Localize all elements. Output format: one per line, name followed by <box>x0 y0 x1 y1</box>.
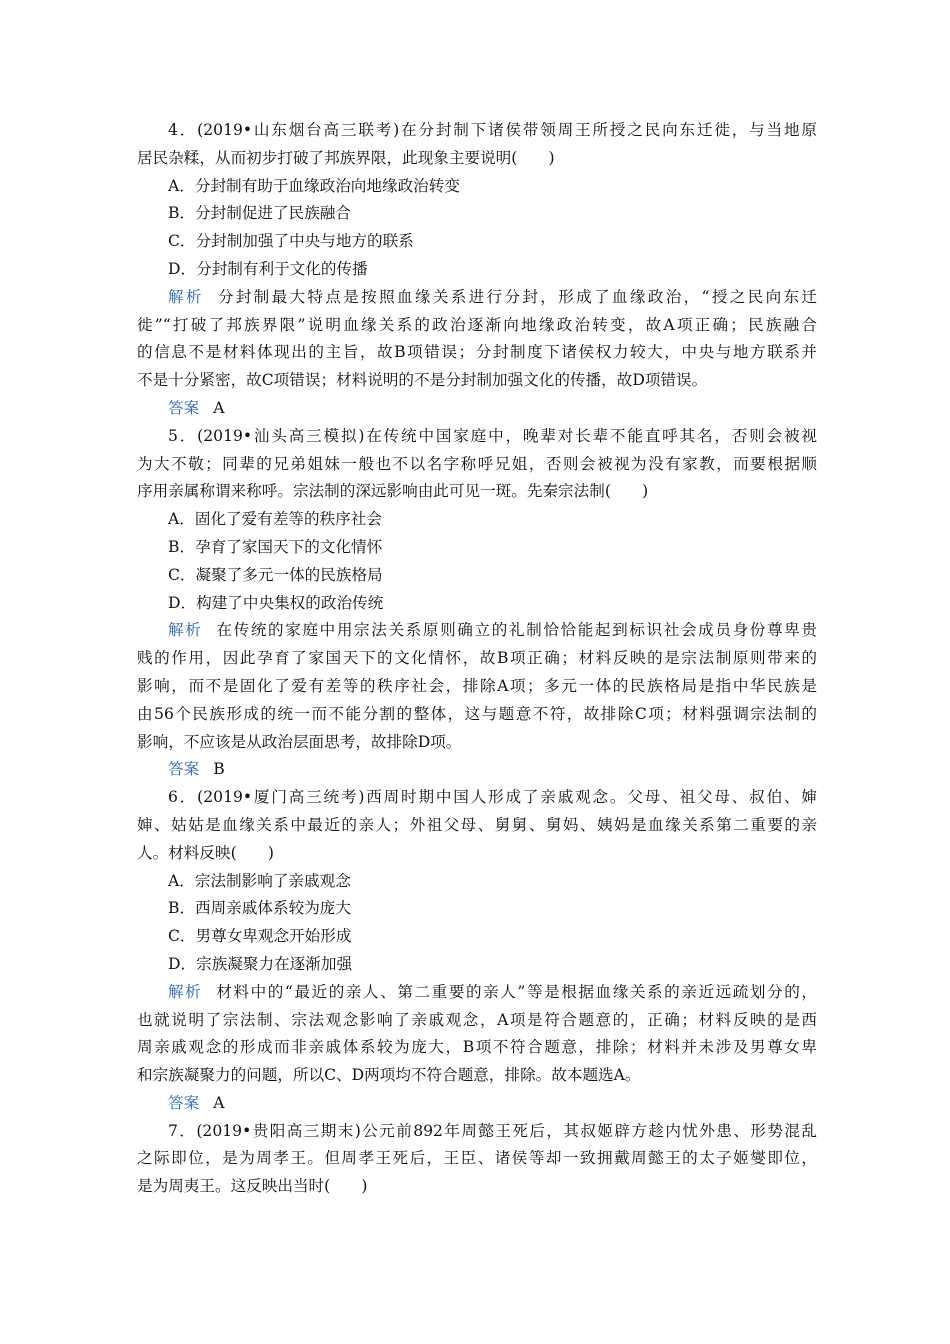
analysis-line: 周亲戚观念的形成而非亲戚体系较为庞大，B项不符合题意，排除；材料并未涉及男尊女卑 <box>137 1038 817 1057</box>
analysis-line: 不是十分紧密，故C项错误；材料说明的不是分封制加强文化的传播，故D项错误。 <box>137 371 708 390</box>
question-stem-line: 婶、姑姑是血缘关系中最近的亲人；外祖父母、舅舅、舅妈、姨妈是血缘关系第二重要的亲 <box>137 815 817 834</box>
question-stem-line: 序用亲属称谓来称呼。宗法制的深远影响由此可见一斑。先秦宗法制( ) <box>137 482 649 501</box>
option-a: A．固化了爱有差等的秩序社会 <box>168 510 382 529</box>
analysis-line: 贱的作用，因此孕育了家国天下的文化情怀，故B项正确；材料反映的是宗法制原则带来的 <box>137 649 817 668</box>
option-b: B．分封制促进了民族融合 <box>168 204 351 223</box>
answer-value: A <box>213 398 225 417</box>
option-c: C．男尊女卑观念开始形成 <box>168 927 352 946</box>
answer-value: A <box>213 1093 225 1112</box>
question-stem-line: 5．(2019•汕头高三模拟)在传统中国家庭中，晚辈对长辈不能直呼其名，否则会被视 <box>168 426 817 445</box>
option-b: B．西周亲戚体系较为庞大 <box>168 899 351 918</box>
option-c: C．分封制加强了中央与地方的联系 <box>168 232 414 251</box>
document-page <box>137 117 817 1201</box>
analysis-line <box>137 979 817 1007</box>
question-stem-line: 之际即位，是为周孝王。但周孝王死后，王臣、诸侯等却一致拥戴周懿王的太子姬燮即位， <box>137 1149 817 1168</box>
analysis-line: 和宗族凝聚力的问题，所以C、D两项均不符合题意，排除。故本题选A。 <box>137 1066 641 1085</box>
analysis-line: 徙”“打破了邦族界限”说明血缘关系的政治逐渐向地缘政治转变，故A项正确；民族融合 <box>137 315 817 334</box>
question-stem-line: 人。材料反映( ) <box>137 843 274 862</box>
question-stem-line: 4．(2019•山东烟台高三联考)在分封制下诸侯带领周王所授之民向东迁徙，与当地原 <box>168 121 817 139</box>
answer-label: 答案 <box>168 760 200 779</box>
analysis-label: 解析 <box>168 287 204 306</box>
answer-value: B <box>213 760 225 779</box>
answer-line <box>137 395 817 423</box>
analysis-line <box>137 284 817 312</box>
analysis-text: 在传统的家庭中用宗法关系原则确立的礼制恰恰能起到标识社会成员身份尊卑贵 <box>216 621 817 640</box>
option-a: A．分封制有助于血缘政治向地缘政治转变 <box>168 176 460 195</box>
question-stem-line: 居民杂糅，从而初步打破了邦族界限，此现象主要说明( ) <box>137 148 555 167</box>
option-a: A．宗法制影响了亲戚观念 <box>168 871 351 890</box>
option-d: D．构建了中央集权的政治传统 <box>168 593 384 612</box>
analysis-line: 也就说明了宗法制、宗法观念影响了亲戚观念，A项是符合题意的，正确；材料反映的是西 <box>137 1010 817 1029</box>
answer-line <box>137 756 817 784</box>
analysis-label: 解析 <box>168 621 203 640</box>
analysis-text: 材料中的“最近的亲人、第二重要的亲人”等是根据血缘关系的亲近远疏划分的， <box>216 982 817 1001</box>
question-stem-line: 是为周夷王。这反映出当时( ) <box>137 1177 368 1196</box>
option-d: D．分封制有利于文化的传播 <box>168 259 368 278</box>
analysis-text: 分封制最大特点是按照血缘关系进行分封，形成了血缘政治，“授之民向东迁 <box>217 287 817 306</box>
analysis-line: 影响，不应该是从政治层面思考，故排除D项。 <box>137 732 462 751</box>
question-6 <box>137 784 817 1118</box>
question-7 <box>137 1118 817 1201</box>
question-stem-line: 为大不敬；同辈的兄弟姐妹一般也不以名字称呼兄姐，否则会被视为没有家教，而要根据顺 <box>137 454 817 473</box>
answer-line <box>137 1090 817 1118</box>
analysis-line: 由56个民族形成的统一而不能分割的整体，这与题意不符，故排除C项；材料强调宗法制的 <box>137 704 817 723</box>
question-5 <box>137 423 817 784</box>
analysis-label: 解析 <box>168 982 203 1001</box>
analysis-line: 的信息不是材料体现出的主旨，故B项错误；分封制度下诸侯权力较大，中央与地方联系并 <box>137 343 817 362</box>
answer-label: 答案 <box>168 1093 200 1112</box>
question-stem-line: 6．(2019•厦门高三统考)西周时期中国人形成了亲戚观念。父母、祖父母、叔伯、婶 <box>168 788 817 807</box>
option-c: C．凝聚了多元一体的民族格局 <box>168 565 383 584</box>
answer-label: 答案 <box>168 398 200 417</box>
option-d: D．宗族凝聚力在逐渐加强 <box>168 954 353 973</box>
option-b: B．孕育了家国天下的文化情怀 <box>168 537 383 556</box>
question-4 <box>137 117 817 423</box>
analysis-line: 影响，而不是固化了爱有差等的秩序社会，排除A项；多元一体的民族格局是指中华民族是 <box>137 676 817 695</box>
question-stem-line: 7．(2019•贵阳高三期末)公元前892年周懿王死后，其叔姬辟方趁内忧外患、形势混乱 <box>168 1121 817 1140</box>
analysis-line <box>137 617 817 645</box>
